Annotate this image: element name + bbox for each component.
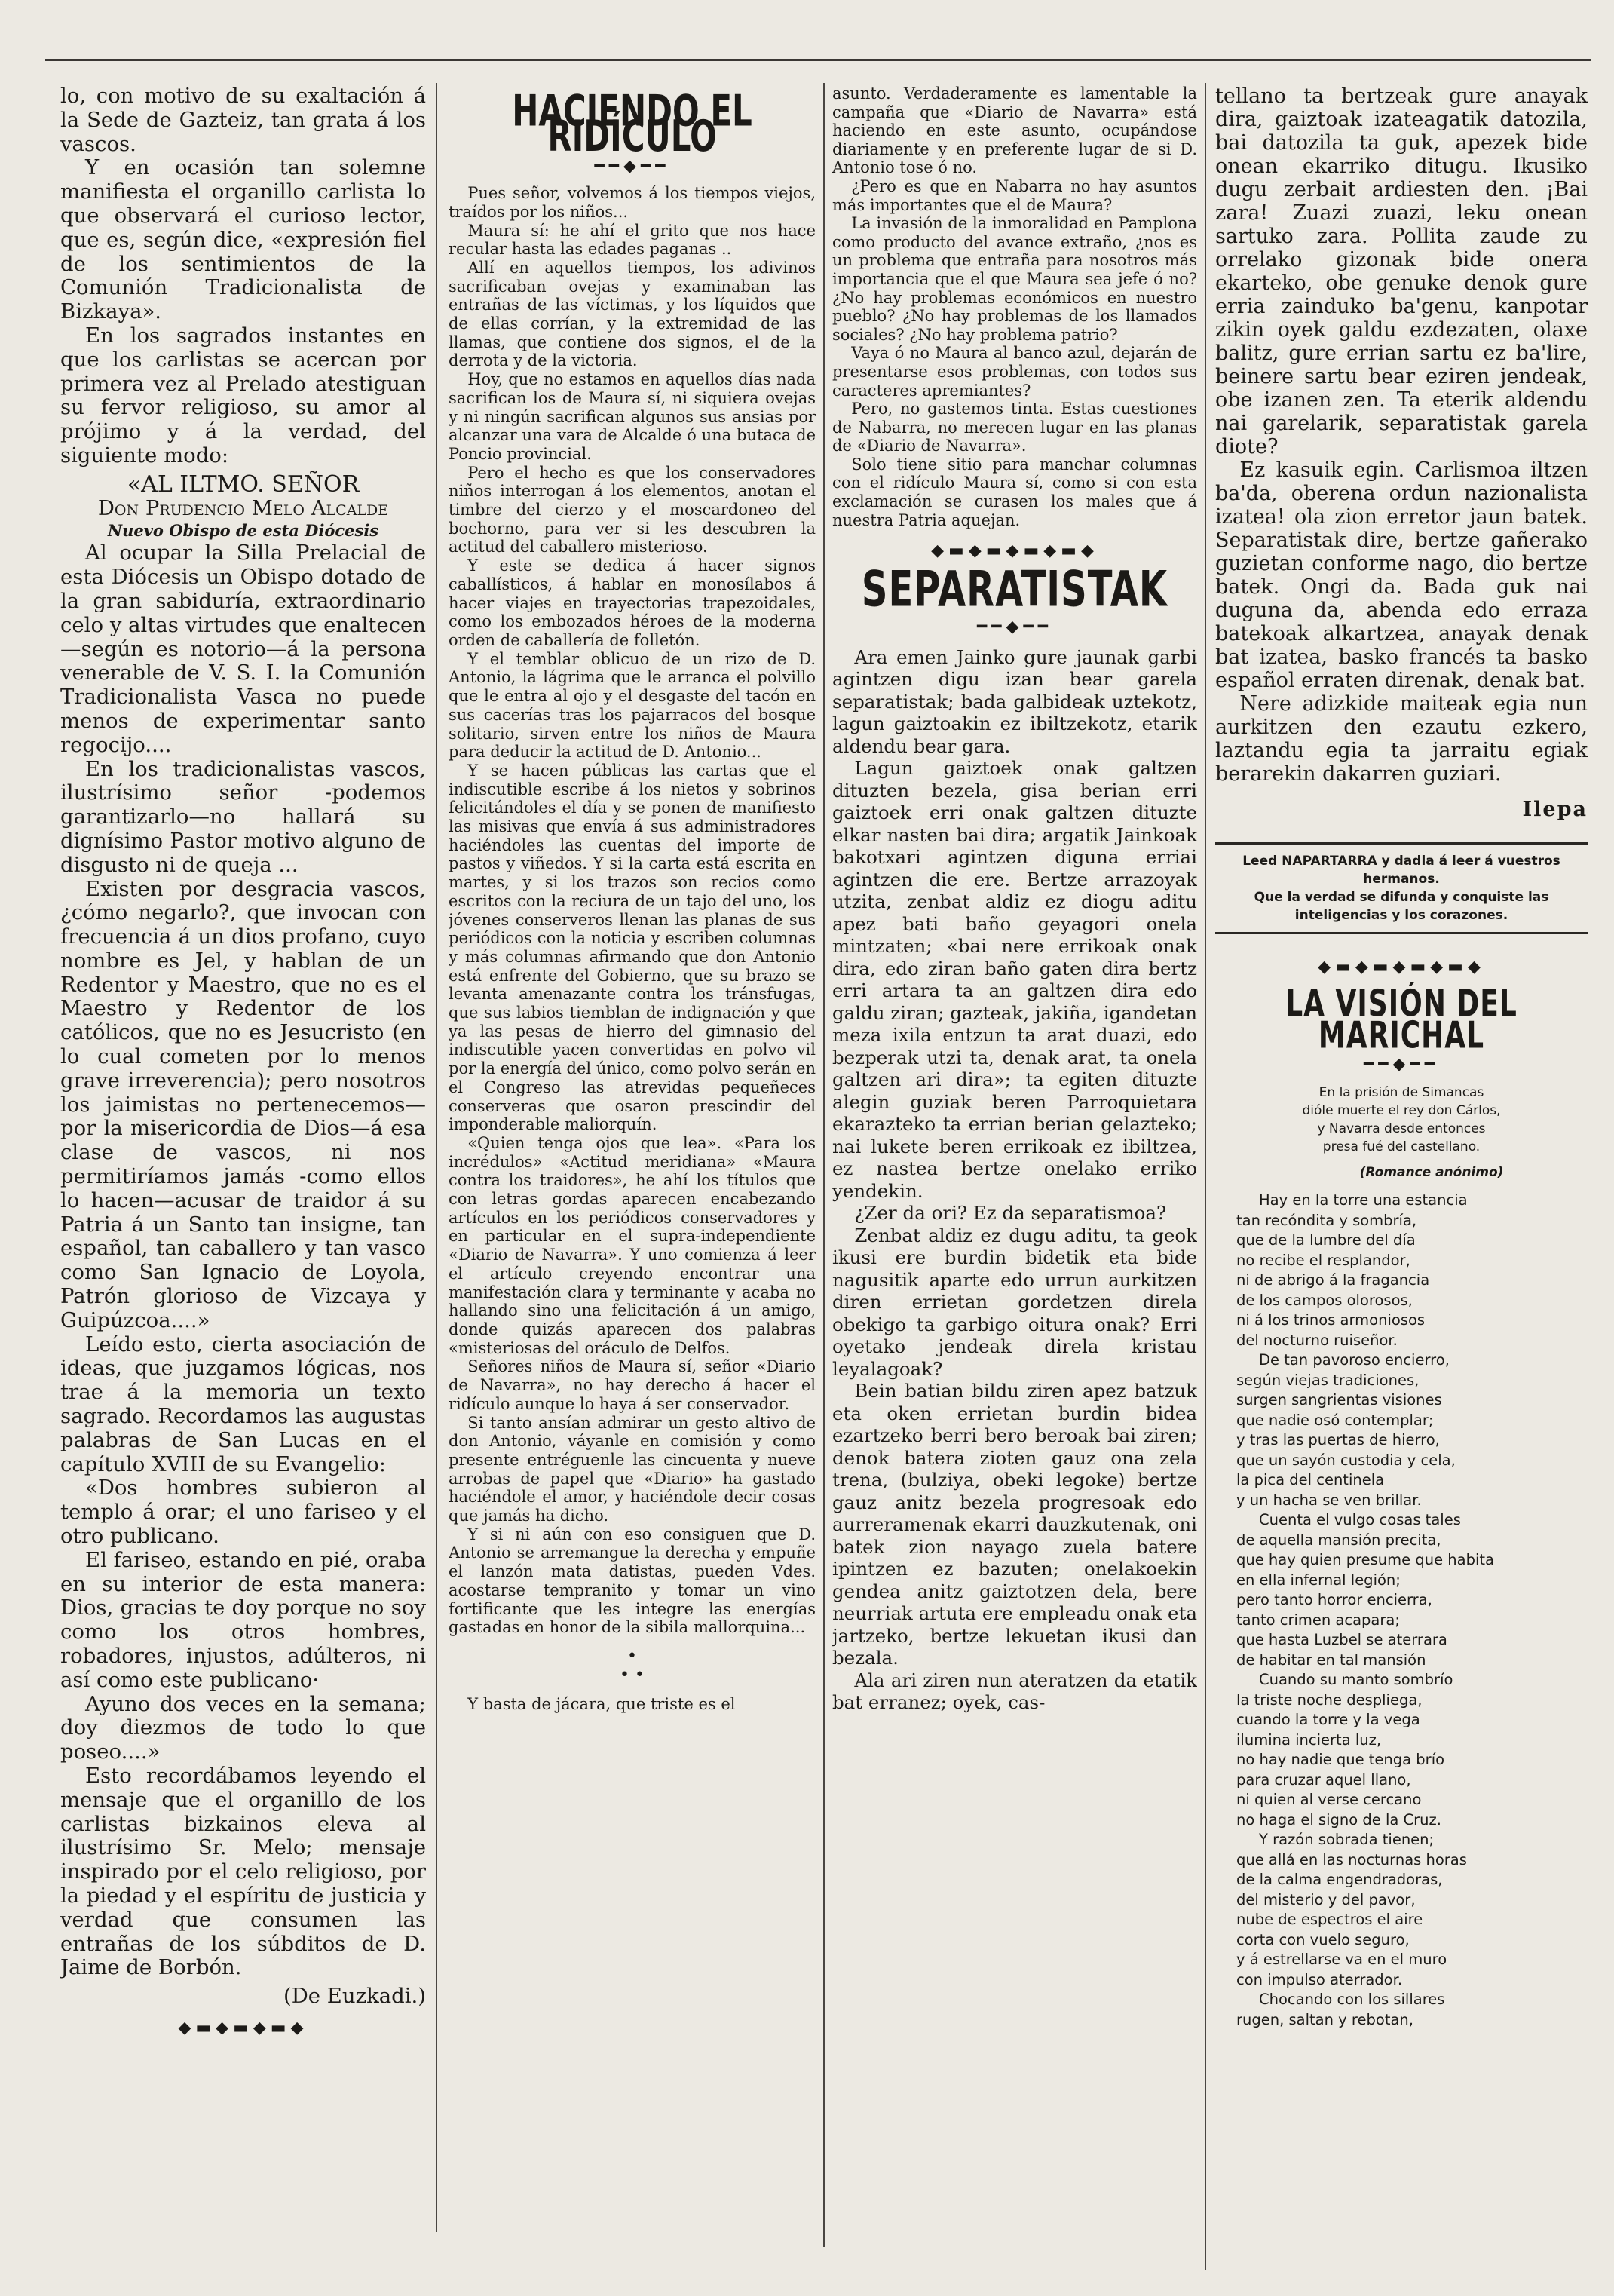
col4-paragraph: tellano ta bertzeak gure anayak dira, gaiztoak izateagatik datozila, bai datozila ta guk, apezek bide onean ekarriko ditugu. Ikusiko dugu zerbait ardiesten den. ¡Bai zara! Zuazi zuazi, leku onean sartuko zara. Pollita zaude zu orrelako gizonak bide onera ekarteko, obe genuke denok gure erria zainduko ba'genu, kanpotar zikin oyek galdu ezdezaten, olaxe balitz, gure errian sartu ez ba'lire, beinere sartu bear eziren jendeak, obe izanen zen. Ta eterik aldendu nai garelarik, separatistak garela diote? — [1215, 84, 1588, 458]
poem-line: que allá en las nocturnas horas — [1236, 1850, 1467, 1868]
poem-line: Y razón sobrada tienen; — [1259, 1831, 1435, 1848]
poem-line: y á estrellarse va en el muro — [1236, 1951, 1447, 1968]
poem-line: ni quien al verse cercano — [1236, 1791, 1422, 1808]
epigraph-line: dióle muerte el rey don Cárlos, — [1302, 1103, 1501, 1118]
poem-line: Cuenta el vulgo cosas tales — [1259, 1511, 1461, 1528]
poem-line: Chocando con los sillares — [1259, 1991, 1445, 2008]
dots-ornament: • • • — [620, 1646, 645, 1684]
col3-paragraph: ¿Pero es que en Nabarra no hay asuntos más importantes que el de Maura? — [832, 176, 1197, 214]
poem-line: Cuando su manto sombrío — [1259, 1671, 1453, 1688]
poem-line: no haga el signo de la Cruz. — [1236, 1810, 1441, 1829]
col1-paragraph: Al ocupar la Silla Prelacial de esta Diócesis un Obispo dotado de la gran sabiduría, extraordinario celo y altas virtudes que enaltecen—según es notorio—á la persona venerable de V. S. I. la Comunión Tradicionalista Vasca no puede menos de experimentar santo regocijo.... — [60, 541, 426, 757]
col3-paragraph: Vaya ó no Maura al banco azul, dejarán de presentarse esos problemas, con todos sus caracteres apremiantes? — [832, 344, 1197, 400]
letter-subtitle: Nuevo Obispo de esta Diócesis — [107, 521, 379, 541]
col1-paragraph: Esto recordábamos leyendo el mensaje que el organillo de los carlistas bizkainos eleva al ilustrísimo Sr. Melo; mensaje inspirado por el celo religioso, por la piedad y el espíritu de justicia y verdad que consumen las entrañas de los súbditos de D. Jaime de Borbón. — [60, 1763, 426, 1980]
poem-line: de la calma engendradoras, — [1236, 1871, 1443, 1888]
col3-paragraph: Ara emen Jainko gure jaunak garbi agintzen digu izan bear garela separatistak; bada galbideak uztekotz, lagun gaiztoakin ez ibiltzekotz, etarik aldendu bear gara. — [832, 645, 1197, 757]
poem-line: que hay quien presume que habita — [1236, 1551, 1494, 1568]
poem-line: ni de abrigo á la fragancia — [1236, 1271, 1430, 1289]
col2-paragraph: Y este se dedica á hacer signos caballísticos, á hablar en monosílabos á hacer viajes en trayectorias trapezoidales, como los embozados héroes de la moderna orden de caballería de folletón. — [449, 556, 816, 649]
col2-paragraph: Y se hacen públicas las cartas que el indiscutible escribe á los nietos y sobrinos felicitándoles el día y se ponen de manifiesto las misivas que envía á sus administradores haciéndoles las cuentas del importe de pastos y viñedos. Y si la carta está escrita en martes, y si los trazos son recios como escritos con la reciura de un tajo del uno, los jóvenes conserveros llenan las planas de sus periódicos con la noticia y escriben columnas y más columnas afirmando que don Antonio está enfrente del Gobierno, que su brazo se levanta amenazante contra los tránsfugas, que sus labios tiemblan de indignación y que ya las pesas de hierro del gimnasio del indiscutible yacen convertidas en polvo vil por la energía del único, como polvo serán en el Congreso las atrevidas pequeñeces conserveras que osaron prescindir del imponderable maliorquín. — [449, 761, 816, 1134]
col2-paragraph: Y si ni aún con eso consiguen que D. Antonio se arremangue la derecha y empuñe el lanzón mata datistas, pueden Vdes. acostarse tempranito y tomar un vino fortificante que les integre las energías gastadas en honor de la sibila mallorquina... — [449, 1525, 816, 1637]
col1-paragraph: El fariseo, estando en pié, oraba en su interior de esta manera: Dios, gracias te doy porque no soy como los otros hombres, robadores, injustos, adúlteros, ni así como este publicano· — [60, 1547, 426, 1692]
poem-line: de aquella mansión precita, — [1236, 1531, 1441, 1549]
column-4 — [1215, 84, 1588, 2030]
ornament-divider: ◆▬◆▬◆▬◆ — [178, 2018, 308, 2037]
epigraph-line: y Navarra desde entonces — [1317, 1121, 1486, 1136]
epigraph-line: En la prisión de Simancas — [1318, 1085, 1484, 1100]
col1-paragraph: En los tradicionalistas vascos, ilustrísimo señor -podemos garantizarlo—no hallará su dignísimo Pastor motivo alguno de disgusto ni de queja ... — [60, 756, 426, 877]
col4-paragraph: Ez kasuik egin. Carlismoa iltzen ba'da, oberena ordun nazionalista izatea! ola zion erretor jaun batek. Separatistak dire, bertze gañerako guzietan conforme nago, dio bertze batek. Ongi da. Bada guk nai duguna da, abenda edo erraza batekoak alkartzea, anayak denak bat izatea, basko francés ta basko español erraten direnak, denak bat. — [1215, 458, 1588, 692]
column-divider-3 — [1205, 83, 1206, 2270]
poem-line: ni á los trinos armoniosos — [1236, 1311, 1426, 1329]
poem-line: surgen sangrientas visiones — [1236, 1391, 1442, 1409]
poem-line: cuando la torre y la vega — [1236, 1711, 1420, 1728]
poem-line: que nadie osó contemplar; — [1236, 1411, 1434, 1429]
poem-line: corta con vuelo seguro, — [1236, 1930, 1410, 1948]
poem-line: rugen, saltan y rebotan, — [1236, 2010, 1413, 2028]
article-source: (De Euzkadi.) — [283, 1984, 426, 2009]
poem-line: tan recóndita y sombría, — [1236, 1211, 1417, 1229]
col3-paragraph: La invasión de la inmoralidad en Pamplona como producto del avance extraño, ¿nos es un problema que entraña para nosotros más importancia que el que Maura sea jefe ó no? ¿No hay problemas económicos en nuestro pueblo? ¿No hay problemas de los llamados sociales? ¿No hay problema patrio? — [832, 214, 1197, 344]
top-rule — [45, 59, 1591, 61]
col1-paragraph: «Dos hombres subieron al templo á orar; el uno fariseo y el otro publicano. — [60, 1476, 426, 1549]
poem-line: no hay nadie que tenga brío — [1236, 1751, 1445, 1768]
col2-paragraph: Y el temblar oblicuo de un rizo de D. Antonio, la lágrima que le arranca el polvillo que le entra al ojo y el desgaste del tacón en sus cacerías tras los pajarracos del bosque solitario, sirven entre los niños de Maura para deducir la actitud de D. Antonio... — [449, 649, 816, 762]
poem-line: de los campos olorosos, — [1236, 1291, 1413, 1309]
poem-line: ilumina incierta luz, — [1236, 1730, 1382, 1749]
epigraph-line: presa fué del castellano. — [1322, 1139, 1481, 1154]
poem-line: y un hacha se ven brillar. — [1236, 1491, 1422, 1509]
col3-paragraph: Solo tiene sitio para manchar columnas con el ridículo Maura sí, como si con esta exclamación se curasen los males que á nuestra Patria aquejan. — [832, 455, 1197, 529]
col3-paragraph: Lagun gaiztoek onak galtzen dituzten bezela, gisa berian erri gaiztoek erri onak galtzen dituzte elkar nasten bai dira; argatik Jainkoak bakotxari agintzen diguna erriai agintzen die ere. Bertze arrazoyak utzita, zenbat aldiz ez diogu aditu apez bati baño geyagori onela mintzaten; «bai nere errikoak onak dira, edo ziran baño gaten dira bertz erri artara ta an galtzen dira edo galdu ziran; gazteak, jakiña, igandetan meza ixila entzun ta arat duazi, edo bezperak utzi ta, denak arat, ta onela galtzen ari dira»; ta egiten dituzte alegin guziak beren Parroquietara ekarazteko ta errian berian gelazteko; nai lukete beren errikoak ez ibiltzea, ez nastea bertze onelako erriko yendekin. — [832, 757, 1197, 1202]
poem-line: con impulso aterrador. — [1236, 1970, 1403, 1988]
poem-line: que de la lumbre del día — [1236, 1231, 1416, 1249]
column-2 — [449, 84, 816, 1714]
column-3 — [832, 84, 1197, 1714]
poem-line: tanto crimen acapara; — [1236, 1611, 1400, 1629]
poem-line: la triste noche despliega, — [1236, 1691, 1423, 1709]
poem-line: del misterio y del pavor, — [1236, 1890, 1416, 1908]
col3-paragraph: Pero, no gastemos tinta. Estas cuestiones de Nabarra, no merecen lugar en las planas de «Diario de Navarra». — [832, 400, 1197, 455]
col2-paragraph: Pero el hecho es que los conservadores niños interrogan á los elementos, anotan el timbre del cierzo y el moscardoneo del bochorno, para ver si les descubren la actitud del caballero misterioso. — [449, 463, 816, 556]
col2-paragraph: Señores niños de Maura sí, señor «Diario de Navarra», no hay derecho á hacer el ridículo aunque lo haya á ser conservador. — [449, 1357, 816, 1413]
col3-paragraph: Ala ari ziren nun ateratzen da etatik bat erranez; oyek, cas- — [832, 1669, 1197, 1714]
col2-paragraph: «Quien tenga ojos que lea». «Para los incrédulos» «Actitud meridiana» «Maura contra los traidores», he ahí los títulos que con letras gordas aparecen encabezando artículos en los periódicos conservadores y en particular en el supra-independiente «Diario de Navarra». Y uno comienza á leer el artículo creyendo encontrar una manifestación clara y terminante y acaba no hallando sino una felicitación á un amigo, donde quizás aparecen dos palabras «misteriosas del oráculo de Delfos. — [449, 1133, 816, 1357]
article-title-haciendo: HACIENDO EL RIDÍCULO — [512, 85, 752, 161]
poem-line: en ella infernal legión; — [1236, 1571, 1401, 1589]
poem-line: no recibe el resplandor, — [1236, 1251, 1410, 1269]
col3-paragraph: Bein batian bildu ziren apez batzuk eta oken errietan burdin bidea ezartzeko berri bero beroak bai ziren; denok batera zioten gauz ona zela trena, (bulziya, obeki legoke) bertze gauz anitz bezela progresoak edo aurreramenak ekarri dauzkutenak, oni batek zion nayago zuela batere ipintzen ez bazuten; onelakoekin gendea anitz gaiztotzen dela, bere neurriak artuta ere empleadu onak eta jartzeko, bertze lekuetan ikusi dan bezala. — [832, 1380, 1197, 1669]
col2-paragraph: Y basta de jácara, que triste es el — [467, 1695, 736, 1714]
ornament-divider: ◆▬◆▬◆▬◆▬◆ — [1318, 958, 1485, 976]
article-title-separatistak: SEPARATISTAK — [861, 560, 1168, 618]
poem-line: pero tanto horror encierra, — [1236, 1591, 1432, 1608]
poem-line: que un sayón custodia y cela, — [1236, 1451, 1456, 1469]
column-divider-1 — [436, 83, 437, 2232]
poem — [1215, 1191, 1588, 2030]
poem-line: y tras las puertas de hierro, — [1236, 1431, 1440, 1448]
col1-paragraph: Leído esto, cierta asociación de ideas, que juzgamos lógicas, nos trae á la memoria un texto sagrado. Recordamos las augustas palabras de San Lucas en el capítulo XVIII de su Evangelio: — [60, 1332, 426, 1476]
poem-line: del nocturno ruiseñor. — [1236, 1331, 1398, 1349]
col1-paragraph: lo, con motivo de su exaltación á la Sede de Gazteiz, tan grata á los vascos. — [60, 84, 426, 156]
column-divider-2 — [823, 83, 825, 2247]
title-ornament: ━━◆━━ — [1364, 1055, 1439, 1074]
letter-addressee: Don Prudencio Melo Alcalde — [97, 495, 389, 520]
col3-paragraph: ¿Zer da ori? Ez da separatismoa? — [854, 1202, 1167, 1225]
poem-line: para cruzar aquel llano, — [1236, 1770, 1411, 1789]
ornament-divider: ◆▬◆▬◆▬◆▬◆ — [931, 541, 1098, 561]
poem-line: nube de espectros el aire — [1236, 1911, 1423, 1928]
col1-paragraph: En los sagrados instantes en que los carlistas se acercan por primera vez al Prelado atestiguan su fervor religioso, su amor al prójimo y á la verdad, del siguiente modo: — [60, 323, 426, 467]
poem-line: la pica del centinela — [1236, 1471, 1385, 1488]
signature: Ilepa — [1522, 798, 1588, 821]
title-ornament: ━━◆━━ — [594, 157, 670, 176]
col1-paragraph: Y en ocasión tan solemne manifiesta el organillo carlista lo que observará el curioso lector, que es, según dice, «expresión fiel de los sentimientos de la Comunión Tradicionalista de Bizkaya». — [60, 155, 426, 324]
col1-paragraph: Existen por desgracia vascos, ¿cómo negarlo?, que invocan con frecuencia á un dios profano, cuyo nombre es Jel, y hablan de un Redentor y Maestro, que no es el Maestro y Redentor de los católicos, que no es Jesucristo (en lo cual cometen por lo menos grave irreverencia); pero nosotros los jaimistas no pertenecemos—por la misericordia de Dios—á esa clase de vascos, ni nos permitiríamos jamás -como ellos lo hacen—acusar de traidor á su Patria á un Santo tan insigne, tan español, tan caballero y tan vasco como San Ignacio de Loyola, Patrón glorioso de Vizcaya y Guipúzcoa....» — [60, 876, 426, 1332]
column-1 — [60, 84, 426, 2048]
article-title-vision: LA VISIÓN DEL MARICHAL — [1285, 983, 1518, 1057]
col2-paragraph: Allí en aquellos tiempos, los adivinos sacrificaban ovejas y examinaban las entrañas de las víctimas, y los líquidos que de ellas corrían, y la extremidad de las llamas, que contiene dos signos, el de la derrota y de la victoria. — [449, 258, 816, 370]
col2-paragraph: Si tanto ansían admirar un gesto altivo de don Antonio, váyanle en comisión y como presente entréguenle las cincuenta y nueve arrobas de papel que «Diario» ha gastado haciéndole el amor, y haciéndole decir cosas que jamás ha dicho. — [449, 1413, 816, 1525]
col2-paragraph: Maura sí: he ahí el grito que nos hace recular hasta las edades paganas .. — [449, 221, 816, 259]
poem-line: que hasta Luzbel se aterrara — [1236, 1631, 1447, 1648]
col3-paragraph: asunto. Verdaderamente es lamentable la campaña que «Diario de Navarra» está haciendo en este asunto, ocupándose diariamente y en preferente lugar de si D. Antonio tose ó no. — [832, 84, 1197, 177]
notice-line-1: Leed NAPARTARRA y dadla á leer á vuestros hermanos. — [1242, 854, 1560, 887]
romance-label: (Romance anónimo) — [1359, 1165, 1504, 1180]
poem-line: De tan pavoroso encierro, — [1259, 1351, 1450, 1369]
notice-box — [1215, 842, 1588, 934]
col4-paragraph: Nere adizkide maiteak egia nun aurkitzen den ezautu ezkero, laztandu egia ta jarraitu egiak berarekin dakarren guziari. — [1215, 692, 1588, 786]
col3-paragraph: Zenbat aldiz ez dugu aditu, ta geok ikusi ere burdin bidetik eta bide nagusitik aparte edo urrun aurkitzen diren errietan gordetzen direla obekigo ta garbigo oitura onak? Erri oyetako jendeak direla kristau leyalagoak? — [832, 1224, 1197, 1380]
poem-line: de habitar en tal mansión — [1236, 1651, 1426, 1669]
poem-line: Hay en la torre una estancia — [1259, 1191, 1468, 1209]
col1-paragraph: Ayuno dos veces en la semana; doy diezmos de todo lo que poseo....» — [60, 1691, 426, 1764]
poem-line: según viejas tradiciones, — [1236, 1371, 1420, 1389]
col2-paragraph: Pues señor, volvemos á los tiempos viejos, traídos por los niños... — [449, 184, 816, 221]
title-ornament: ━━◆━━ — [977, 618, 1052, 637]
notice-line-2: Que la verdad se difunda y conquiste las inteligencias y los corazones. — [1254, 890, 1549, 923]
col2-paragraph: Hoy, que no estamos en aquellos días nada sacrifican los de Maura sí, ni siquiera ovejas y ni ningún sacrifican algunos sus ansias por alcanzar una vara de Alcalde ó una butaca de Poncio provincial. — [449, 370, 816, 463]
letter-title: «AL ILTMO. SEÑOR — [127, 471, 360, 498]
